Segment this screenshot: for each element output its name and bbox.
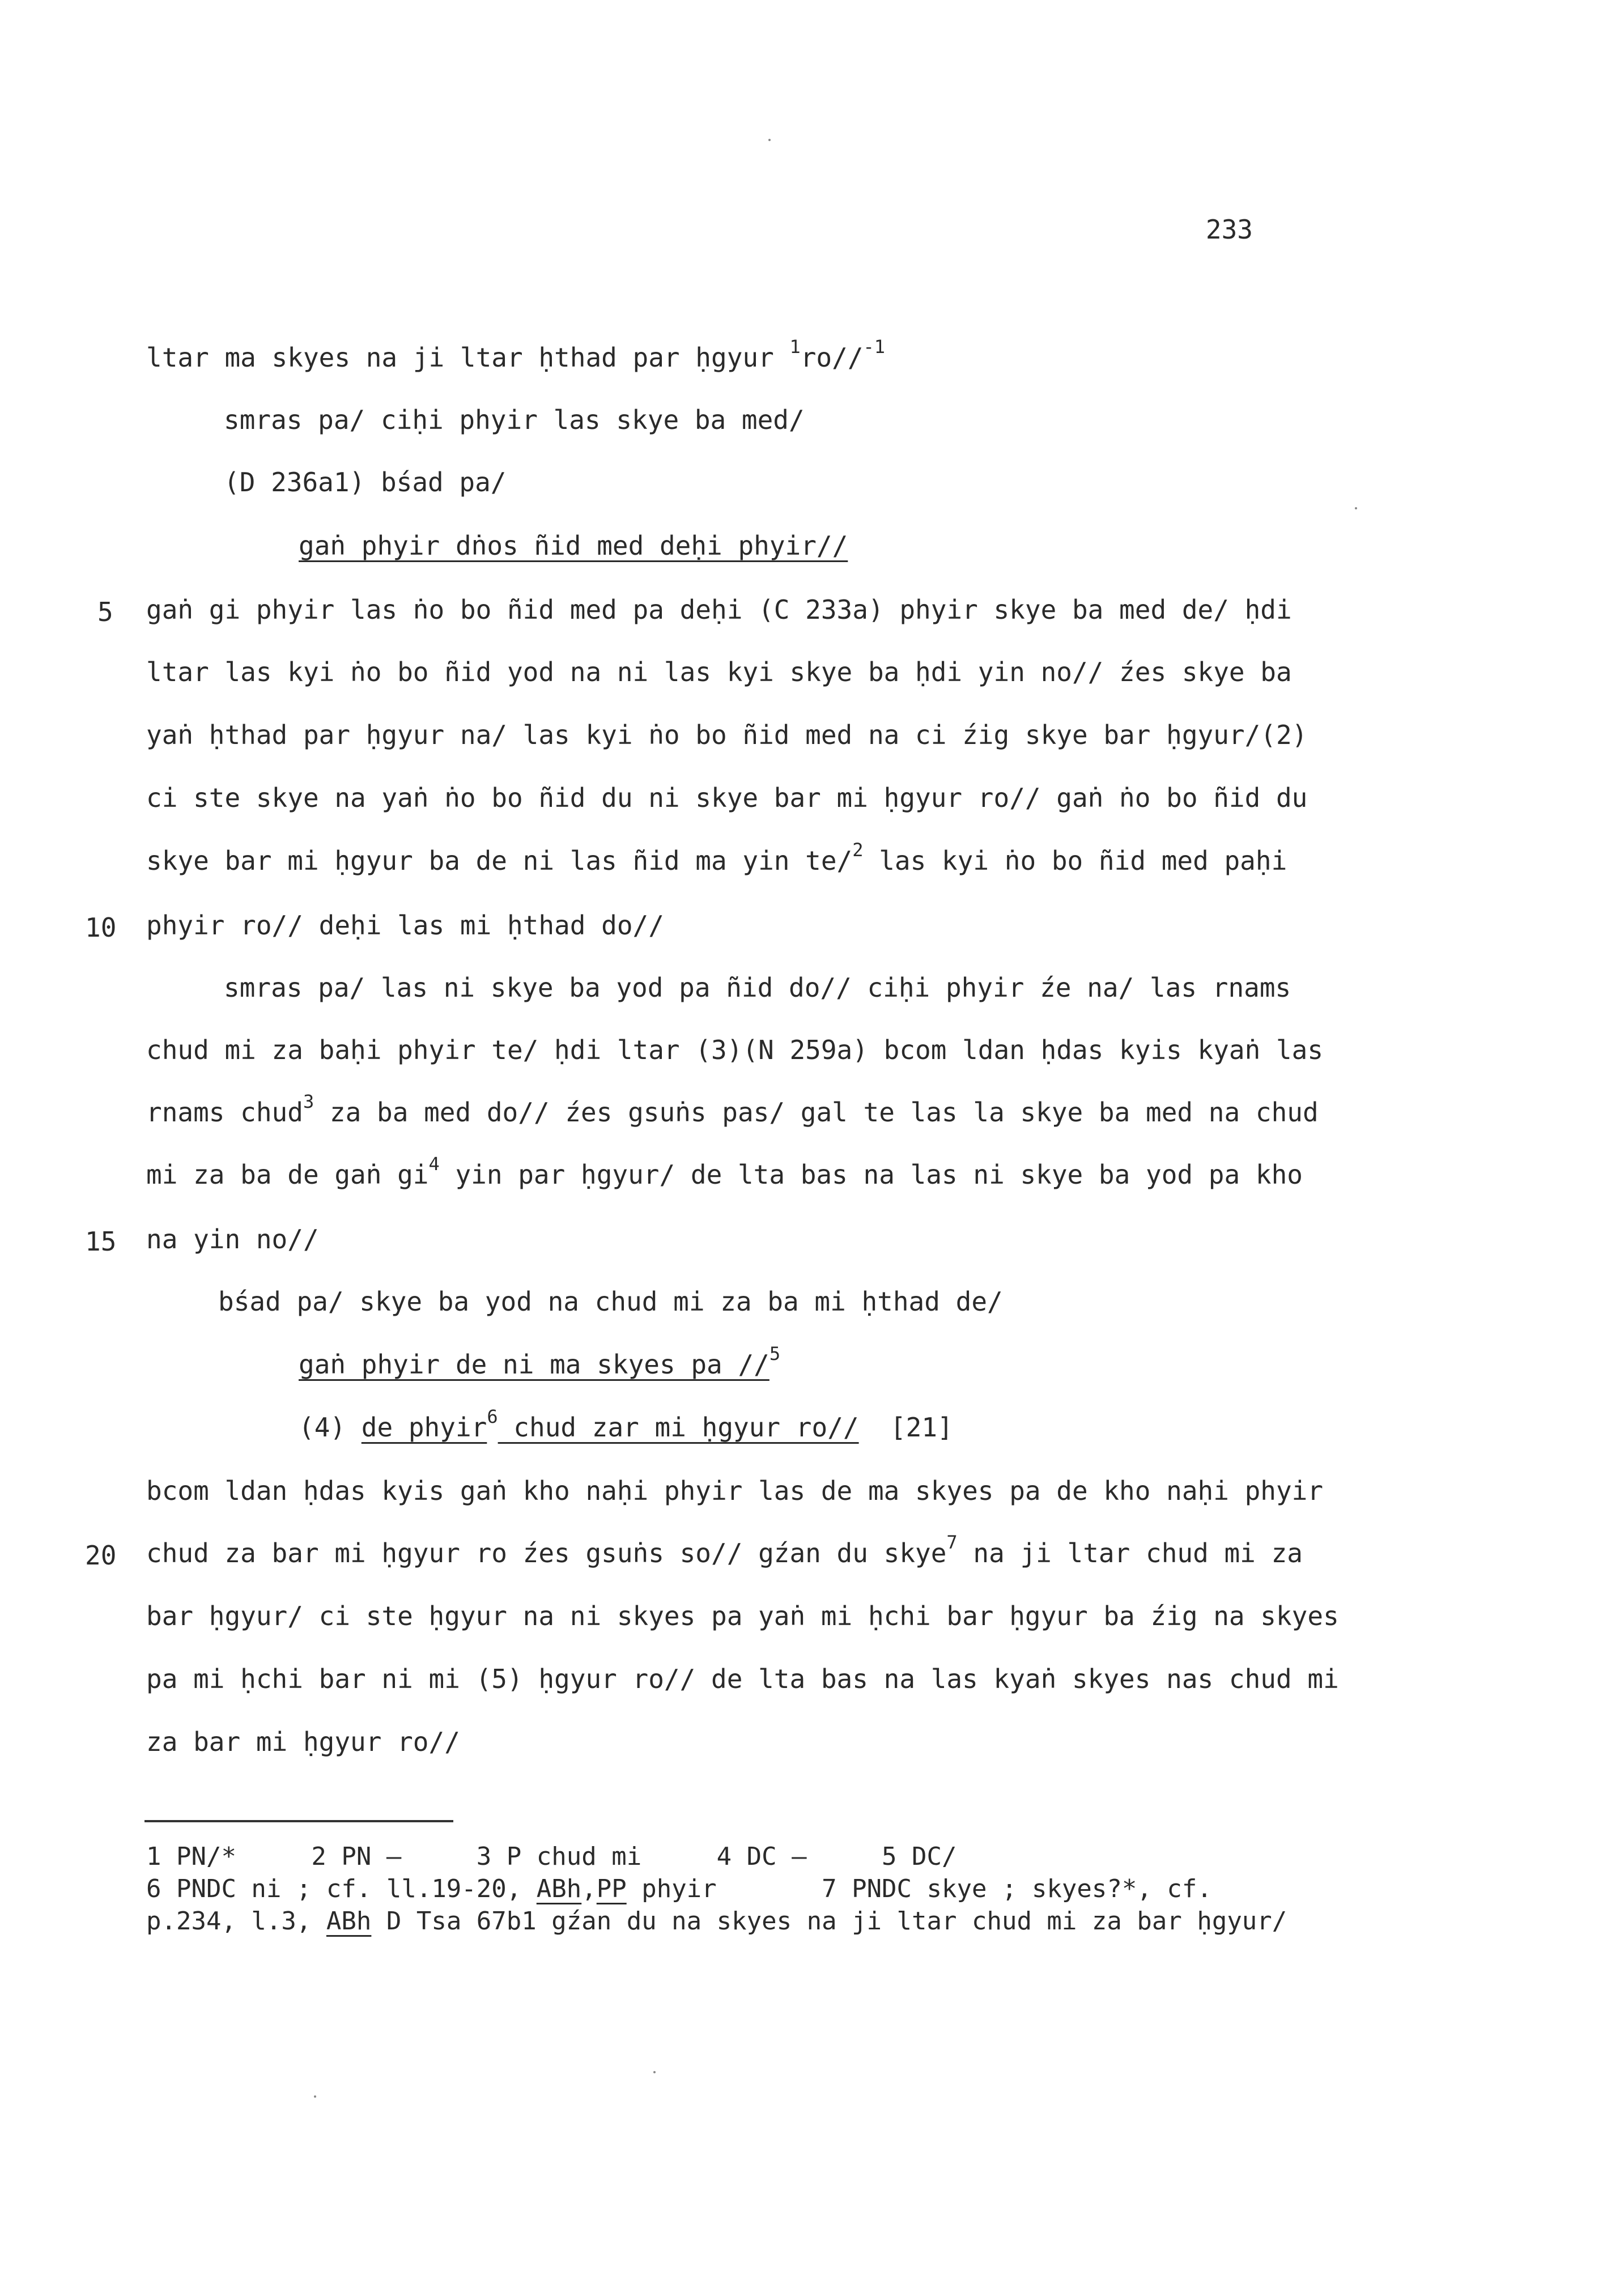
footnote-separator — [144, 1820, 453, 1822]
text-line-16: bśad pa/ skye ba yod na chud mi za ba mi ḥthad de/ — [218, 1286, 1003, 1317]
text-line-7: yaṅ ḥthad par ḥgyur na/ las kyi ṅo bo ñid med na ci źig skye bar ḥgyur/(2) — [146, 720, 1308, 750]
text-line-12: chud mi za baḥi phyir te/ ḥdi ltar (3)(N 259a) bcom ldan ḥdas kyis kyaṅ las — [146, 1035, 1324, 1065]
line-number-20: 20 — [85, 1540, 117, 1571]
text-line-8: ci ste skye na yaṅ ṅo bo ñid du ni skye bar mi ḥgyur ro// gaṅ ṅo bo ñid du — [146, 783, 1308, 813]
text-line-10: phyir ro// deḥi las mi ḥthad do// — [146, 910, 664, 941]
text-line-1: ltar ma skyes na ji ltar ḥthad par ḥgyur $^1$ro//$^{-1}$ — [146, 336, 886, 373]
text-line-9: skye bar mi ḥgyur ba de ni las ñid ma yin te/$^2$ las kyi ṅo bo ñid med paḥi — [146, 839, 1287, 876]
page-number: 233 — [1205, 214, 1253, 245]
text-line-13: rnams chud$^3$ za ba med do// źes gsuṅs pas/ gal te las la skye ba med na chud — [146, 1091, 1319, 1128]
verse-line-3: (4) de phyir$^6$ chud zar mi ḥgyur ro// [21] — [299, 1406, 953, 1443]
text-line-19: bcom ldan ḥdas kyis gaṅ kho naḥi phyir las de ma skyes pa de kho naḥi phyir — [146, 1476, 1324, 1506]
verse-line-2: gaṅ phyir de ni ma skyes pa //$^5$ — [299, 1343, 781, 1380]
scan-speck — [653, 2071, 656, 2073]
text-line-15: na yin no// — [146, 1224, 319, 1255]
text-line-11: smras pa/ las ni skye ba yod pa ñid do// ciḥi phyir źe na/ las rnams — [224, 972, 1291, 1003]
line-number-15: 15 — [85, 1226, 117, 1257]
scan-speck — [314, 2095, 316, 2098]
line-number-5: 5 — [97, 597, 113, 627]
text-line-14: mi za ba de gaṅ $gi^4$ yin par ḥgyur/ de lta bas na las ni skye ba yod pa kho — [146, 1153, 1303, 1190]
text-line-3: (D 236a1) bśad pa/ — [224, 467, 507, 498]
scan-speck — [768, 139, 771, 141]
line-number-10: 10 — [85, 912, 117, 943]
text-line-2: smras pa/ ciḥi phyir las skye ba med/ — [224, 405, 805, 435]
footnote-line-2: 6 PNDC ni ; cf. ll.19-20, ABh,PP phyir 7 PNDC skye ; skyes?*, cf. — [146, 1874, 1212, 1903]
text-line-23: za bar mi ḥgyur ro// — [146, 1727, 460, 1757]
footnote-line-1: 1 PN/* 2 PN — 3 P chud mi 4 DC — 5 DC/ — [146, 1842, 957, 1871]
scan-speck — [1355, 507, 1357, 509]
verse-line-1: gaṅ phyir dṅos ñid med deḥi phyir// — [299, 530, 848, 561]
text-line-21: bar ḥgyur/ ci ste ḥgyur na ni skyes pa yaṅ mi ḥchi bar ḥgyur ba źig na skyes — [146, 1601, 1339, 1631]
footnote-line-3: p.234, l.3, ABh D Tsa 67b1 gźan du na skyes na ji ltar chud mi za bar ḥgyur/ — [146, 1907, 1287, 1936]
text-line-6: ltar las kyi ṅo bo ñid yod na ni las kyi skye ba ḥdi yin no// źes skye ba — [146, 657, 1292, 687]
text-line-22: pa mi ḥchi bar ni mi (5) ḥgyur ro// de lta bas na las kyaṅ skyes nas chud mi — [146, 1664, 1339, 1694]
text-line-5: gaṅ gi phyir las ṅo bo ñid med pa deḥi (C 233a) phyir skye ba med de/ ḥdi — [146, 594, 1292, 625]
text-line-20: chud za bar mi ḥgyur ro źes gsuṅs so// gźan du skye$^7$ na ji ltar chud mi za — [146, 1532, 1303, 1568]
